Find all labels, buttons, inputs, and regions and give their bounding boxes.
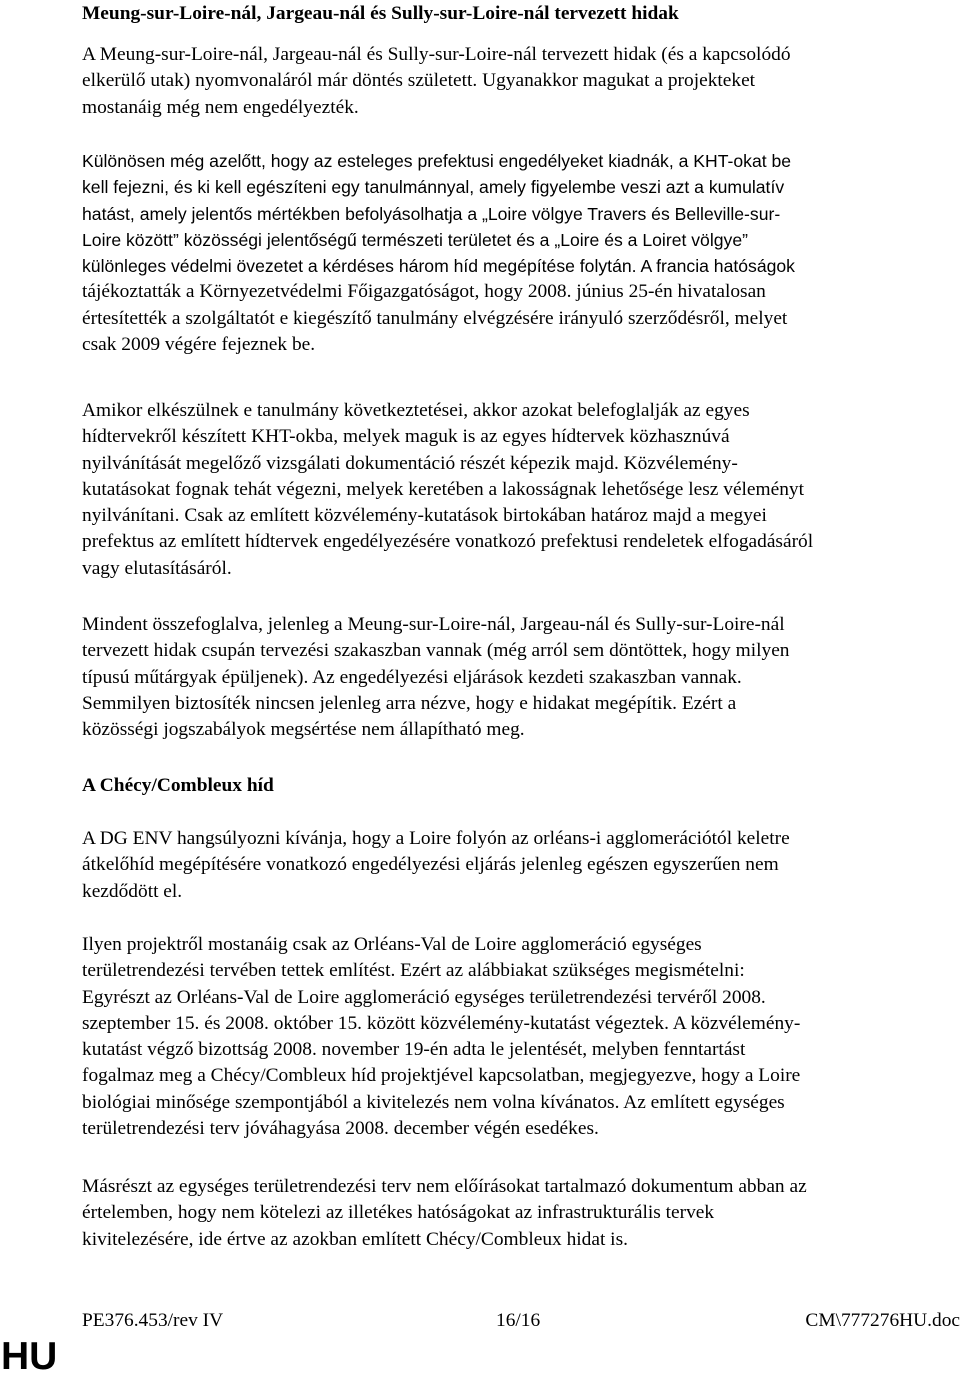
text-line: hídtervekről készített KHT-okba, melyek maguk is az egyes hídtervek közhasznúvá bbox=[82, 426, 730, 448]
text-line: csak 2009 végére fejeznek be. bbox=[82, 334, 316, 356]
text-line: elkerülő utak) nyomvonaláról már döntés született. Ugyanakkor magukat a projekteket bbox=[82, 70, 756, 92]
text-line: Másrészt az egységes területrendezési terv nem előírásokat tartalmazó dokumentum abban az bbox=[82, 1176, 807, 1197]
text-line: hatást, amely jelentős mértékben befolyásolhatja a „Loire völgye Travers és Belleville-sur- bbox=[82, 203, 781, 224]
text-line: vagy elutasításáról. bbox=[82, 557, 232, 579]
text-line: tervezett hidak csupán tervezési szakaszban vannak (még arról sem döntöttek, hogy milyen bbox=[82, 640, 790, 662]
text-line: fogalmaz meg a Chécy/Combleux híd projektjével kapcsolatban, megjegyezve, hogy a Loire bbox=[82, 1065, 801, 1087]
text-line: kell fejezni, és ki kell egészíteni egy tanulmánnyal, amely figyelembe veszi azt a kumulatív bbox=[82, 177, 785, 198]
paragraph-4 bbox=[82, 612, 958, 743]
text-line: értelemben, hogy nem kötelezi az illetékes hatóságokat az infrastrukturális tervek bbox=[82, 1202, 715, 1224]
text-line: Különösen még azelőtt, hogy az esteleges prefektusi engedélyeket kiadnák, a KHT-okat be bbox=[82, 151, 792, 171]
paragraph-6 bbox=[82, 932, 958, 1142]
paragraph-2 bbox=[82, 148, 958, 358]
text-line: kivitelezésére, ide értve az azokban említett Chécy/Combleux hidat is. bbox=[82, 1228, 628, 1250]
text-line: átkelőhíd megépítésére vonatkozó engedélyezési eljárás jelenleg egészen egyszerűen nem bbox=[82, 854, 779, 876]
text-line: nyilvánítását megelőző vizsgálati dokumentáció részét képezik majd. Közvélemény- bbox=[82, 452, 738, 474]
text-line: Ilyen projektről mostanáig csak az Orléans-Val de Loire agglomeráció egységes bbox=[82, 934, 702, 955]
section-heading: Meung-sur-Loire-nál, Jargeau-nál és Sully-sur-Loire-nál tervezett hidak bbox=[82, 3, 679, 24]
page-footer bbox=[82, 1308, 960, 1334]
page-number: 16/16 bbox=[496, 1310, 541, 1331]
text-line: értesítették a szolgáltatót e kiegészítő tanulmány elvégzésére irányuló szerződésről, melyet bbox=[82, 307, 788, 329]
text-line: A DG ENV hangsúlyozni kívánja, hogy a Loire folyón az orléans-i agglomerációtól keletre bbox=[82, 828, 790, 849]
document-reference: PE376.453/rev IV bbox=[82, 1310, 224, 1331]
text-line: tájékoztatták a Környezetvédelmi Főigazgatóságot, hogy 2008. június 25-én hivatalosan bbox=[82, 281, 766, 303]
text-line: Amikor elkészülnek e tanulmány következtetései, akkor azokat belefoglalják az egyes bbox=[82, 400, 750, 421]
text-line: Egyrészt az Orléans-Val de Loire agglomeráció egységes területrendezési tervéről 2008. bbox=[82, 986, 766, 1008]
paragraph-1 bbox=[82, 42, 958, 121]
text-line: típusú műtárgyak épüljenek). Az engedélyezési eljárások kezdeti szakaszban vannak. bbox=[82, 666, 742, 688]
paragraph-3 bbox=[82, 398, 958, 582]
text-line: Semmilyen biztosíték nincsen jelenleg arra nézve, hogy e hidakat megépítik. Ezért a bbox=[82, 692, 737, 714]
text-line: közösségi jogszabályok megsértése nem állapítható meg. bbox=[82, 719, 525, 741]
text-line: kutatásokat fognak tehát végezni, melyek keretében a lakosságnak lehetősége lesz véleményt bbox=[82, 478, 805, 500]
language-code: HU bbox=[1, 1335, 58, 1378]
text-line: kezdődött el. bbox=[82, 880, 183, 902]
text-line: Loire között” közösségi jelentőségű természeti területet és a „Loire és a Loiret völgye” bbox=[82, 229, 748, 250]
text-line: prefektus az említett hídtervek engedélyezésére vonatkozó prefektusi rendeletek elfogadásáról bbox=[82, 531, 814, 553]
text-line: területrendezési tervében tettek említést. Ezért az alábbiakat szükséges megismételni: bbox=[82, 960, 745, 982]
text-line: különleges védelmi övezetet a kérdéses három híd megépítése folytán. A francia hatóságok bbox=[82, 256, 795, 277]
paragraph-7 bbox=[82, 1174, 958, 1253]
subsection-heading: A Chécy/Combleux híd bbox=[82, 775, 274, 796]
text-line: mostanáig még nem engedélyezték. bbox=[82, 96, 359, 118]
text-line: kutatást végző bizottság 2008. november 19-én adta le jelentését, melyben fenntartást bbox=[82, 1039, 746, 1061]
document-filename: CM\777276HU.doc bbox=[805, 1310, 960, 1331]
text-line: szeptember 15. és 2008. október 15. között közvélemény-kutatást végeztek. A közvélemény- bbox=[82, 1012, 801, 1034]
text-line: biológiai minősége szempontjából a kivitelezés nem volna kívánatos. Az említett egységes bbox=[82, 1091, 785, 1113]
text-line: Mindent összefoglalva, jelenleg a Meung-sur-Loire-nál, Jargeau-nál és Sully-sur-Loire-nál bbox=[82, 614, 785, 635]
text-line: nyilvánítani. Csak az említett közvélemény-kutatások birtokában határoz majd a megyei bbox=[82, 505, 767, 527]
text-line: területrendezési terv jóváhagyása 2008. december végén esedékes. bbox=[82, 1118, 599, 1140]
paragraph-5 bbox=[82, 826, 958, 905]
text-line: A Meung-sur-Loire-nál, Jargeau-nál és Sully-sur-Loire-nál tervezett hidak (és a kapcsolódó bbox=[82, 44, 791, 65]
